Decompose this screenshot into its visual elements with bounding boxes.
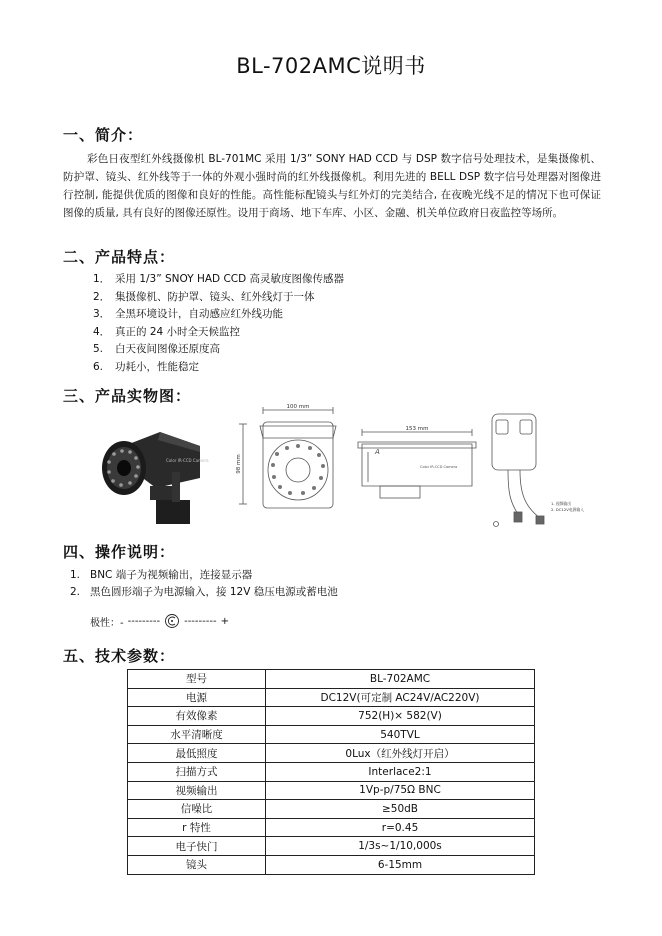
side-model-label: Color IR-CCD Camera: [420, 465, 458, 469]
front-view-drawing: [239, 407, 336, 508]
dimension-length: 153 mm: [405, 426, 429, 432]
list-item: 1． 采用 1/3” SNOY HAD CCD 高灵敏度图像传感器: [93, 273, 345, 285]
list-item: 5. 白天夜间图像还原度高: [93, 343, 220, 355]
led-ring: [271, 444, 325, 495]
operation-list: [70, 567, 338, 601]
camera-label: Color IR-CCD Camera: [166, 458, 209, 463]
list-item: 2． 集摄像机、防护罩、镜头、红外线灯于一体: [93, 290, 315, 303]
section-heading-specs: 五、技术参数：: [63, 647, 176, 665]
list-item: 6. 功耗小，性能稳定: [93, 360, 199, 373]
wiring-legend-2: 2. DC12V电源输入: [551, 507, 585, 512]
list-item: 4． 真正的 24 小时全天候监控: [93, 325, 241, 338]
table-row: 水平清晰度 540TVL: [128, 725, 535, 744]
dimension-width: 100 mm: [286, 404, 310, 410]
dimension-height: 98 mm: [236, 454, 242, 474]
table-row: 有效像素 752(H)× 582(V): [128, 707, 535, 726]
spec-table: [127, 669, 535, 875]
table-row: 视频输出 1Vp-p/75Ω BNC: [128, 781, 535, 800]
section-heading-photos: 三、产品实物图：: [63, 387, 192, 405]
dc-jack-symbol-icon: [164, 613, 180, 629]
section-heading-features: 二、产品特点：: [63, 248, 176, 266]
table-row: 电源 DC12V(可定制 AC24V/AC220V): [128, 688, 535, 707]
table-row: 扫描方式 Interlace2:1: [128, 762, 535, 781]
side-view-drawing: [358, 429, 476, 498]
side-brand-mark: A: [375, 448, 380, 456]
intro-paragraph: 彩色日夜型红外线摄像机 BL-701MC 采用 1/3” SONY HAD CCD 与 DSP 数字信号处理技术，是集摄像机、防护罩、镜头、红外线等于一体的外观小强时尚的红外线摄像机。利用先进的 BELL DSP 数字信号处理器对图像进行控制, 能提供优质的图像和良好的性能。高性能标配镜头与红外灯的完美结合, 在夜晚光线不足的情况下也可保证图像的质量, 具有良好的图像还原性。设用于商场、地下车库、小区、金融、机关单位政府日夜监控等场所。: [63, 153, 601, 219]
polarity-dashes-left: ---------: [127, 615, 161, 627]
table-row: 型号 BL-702AMC: [128, 670, 535, 689]
document-title: BL-702AMC说明书: [236, 54, 426, 78]
list-item: 2. 黑色圆形端子为电源输入，接 12V 稳压电源或蓄电池: [70, 586, 338, 598]
table-row: 最低照度 0Lux（红外线灯开启）: [128, 744, 535, 763]
rear-view-drawing: [492, 414, 544, 527]
polarity-diagram: [90, 613, 229, 629]
polarity-dashes-right: ---------: [184, 615, 217, 627]
table-row: r 特性 r=0.45: [128, 818, 535, 837]
polarity-plus: +: [220, 615, 229, 627]
list-item: 1. BNC 端子为视频输出，连接显示器: [70, 569, 253, 581]
features-list: [93, 271, 344, 376]
section-heading-intro: 一、简介：: [63, 126, 144, 144]
table-row: 电子快门 1/3s~1/10,000s: [128, 837, 535, 856]
camera-photo: [100, 430, 209, 524]
polarity-label: 极性：-: [90, 617, 124, 629]
list-item: 3． 全黑环境设计，自动感应红外线功能: [93, 308, 283, 320]
product-figures: [100, 402, 600, 537]
section-heading-operation: 四、操作说明：: [63, 543, 176, 561]
table-row: 镜头 6-15mm: [128, 855, 535, 874]
table-row: 信噪比 ≥50dB: [128, 800, 535, 819]
wiring-legend-1: 1. 视频输出: [551, 501, 572, 506]
